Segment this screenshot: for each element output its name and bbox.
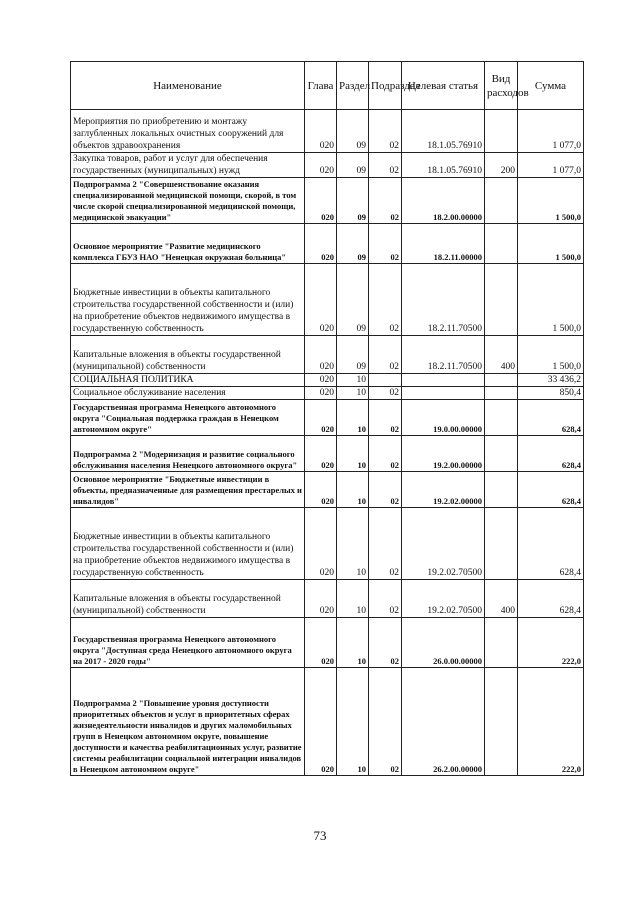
cell-amount: 222,0: [518, 618, 584, 668]
cell-chapter: 020: [305, 153, 337, 178]
cell-expense-type: [485, 224, 518, 264]
cell-name: Бюджетные инвестиции в объекты капитального строительства государственной собственности и (или) на приобретение объектов недвижимого имущества в государственную собственность: [71, 264, 305, 336]
table-row: [71, 472, 584, 508]
table-row: [71, 580, 584, 618]
cell-section: 09: [337, 336, 369, 374]
cell-subsection: 02: [369, 400, 402, 436]
cell-expense-type: [485, 668, 518, 776]
cell-expense-type: 400: [485, 580, 518, 618]
cell-name: Основное мероприятие "Развитие медицинского комплекса ГБУЗ НАО "Ненецкая окружная больница": [71, 224, 305, 264]
cell-name: Государственная программа Ненецкого автономного округа "Социальная поддержка граждан в Ненецком автономном округе": [71, 400, 305, 436]
cell-target-article: 18.2.11.00000: [402, 224, 485, 264]
cell-chapter: 020: [305, 580, 337, 618]
table-row: [71, 618, 584, 668]
cell-subsection: 02: [369, 153, 402, 178]
cell-amount: 222,0: [518, 668, 584, 776]
cell-name: Подпрограмма 2 "Совершенствование оказания специализированной медицинской помощи, скорой, в том числе скорой специализированной медицинской помощи, медицинской эвакуации": [71, 178, 305, 224]
cell-target-article: 19.2.02.70500: [402, 580, 485, 618]
cell-amount: 1 077,0: [518, 153, 584, 178]
cell-expense-type: [485, 264, 518, 336]
cell-amount: 628,4: [518, 472, 584, 508]
table-row: [71, 387, 584, 400]
cell-expense-type: 200: [485, 153, 518, 178]
cell-chapter: 020: [305, 387, 337, 400]
cell-name: Основное мероприятие "Бюджетные инвестиции в объекты, предназначенные для размещения престарелых и инвалидов": [71, 472, 305, 508]
table-row: [71, 336, 584, 374]
cell-expense-type: [485, 472, 518, 508]
cell-chapter: 020: [305, 472, 337, 508]
cell-chapter: 020: [305, 178, 337, 224]
cell-subsection: 02: [369, 580, 402, 618]
cell-name: СОЦИАЛЬНАЯ ПОЛИТИКА: [71, 374, 305, 387]
cell-chapter: 020: [305, 110, 337, 153]
cell-expense-type: [485, 178, 518, 224]
cell-section: 09: [337, 224, 369, 264]
page-number: 73: [313, 828, 327, 843]
cell-target-article: 18.2.00.00000: [402, 178, 485, 224]
cell-target-article: 18.2.11.70500: [402, 336, 485, 374]
cell-subsection: 02: [369, 436, 402, 472]
cell-section: 10: [337, 618, 369, 668]
cell-subsection: 02: [369, 472, 402, 508]
cell-section: 10: [337, 400, 369, 436]
table-row: [71, 110, 584, 153]
cell-subsection: 02: [369, 387, 402, 400]
cell-chapter: 020: [305, 224, 337, 264]
cell-name: Закупка товаров, работ и услуг для обеспечения государственных (муниципальных) нужд: [71, 153, 305, 178]
cell-section: 10: [337, 472, 369, 508]
cell-target-article: 19.2.02.00000: [402, 472, 485, 508]
cell-name: Подпрограмма 2 "Повышение уровня доступности приоритетных объектов и услуг в приоритетных сферах жизнедеятельности инвалидов и других маломобильных групп в Ненецком автономном округе, повышение доступности и качества реабилитационных услуг, развитие системы реабилитации социальной интеграции инвалидов в Ненецком автономном округе": [71, 668, 305, 776]
cell-name: Капитальные вложения в объекты государственной (муниципальной) собственности: [71, 580, 305, 618]
table-row: [71, 436, 584, 472]
header-amount: Сумма: [518, 62, 584, 110]
cell-name: Капитальные вложения в объекты государственной (муниципальной) собственности: [71, 336, 305, 374]
cell-amount: 1 500,0: [518, 224, 584, 264]
cell-target-article: [402, 374, 485, 387]
cell-target-article: 18.1.05.76910: [402, 153, 485, 178]
header-expense-type: Вид расходов: [485, 62, 518, 110]
cell-amount: 1 500,0: [518, 264, 584, 336]
cell-chapter: 020: [305, 618, 337, 668]
cell-section: 09: [337, 110, 369, 153]
cell-section: 10: [337, 580, 369, 618]
cell-subsection: 02: [369, 668, 402, 776]
cell-section: 10: [337, 374, 369, 387]
cell-name: Бюджетные инвестиции в объекты капитального строительства государственной собственности и (или) на приобретение объектов недвижимого имущества в государственную собственность: [71, 508, 305, 580]
cell-expense-type: [485, 387, 518, 400]
table-row: [71, 153, 584, 178]
cell-expense-type: [485, 436, 518, 472]
table-row: [71, 508, 584, 580]
cell-expense-type: [485, 400, 518, 436]
cell-amount: 33 436,2: [518, 374, 584, 387]
cell-subsection: 02: [369, 264, 402, 336]
cell-amount: 1 500,0: [518, 178, 584, 224]
cell-subsection: 02: [369, 178, 402, 224]
cell-subsection: 02: [369, 224, 402, 264]
cell-amount: 628,4: [518, 436, 584, 472]
table-row: [71, 224, 584, 264]
cell-expense-type: 400: [485, 336, 518, 374]
cell-chapter: 020: [305, 668, 337, 776]
cell-section: 10: [337, 436, 369, 472]
cell-section: 10: [337, 508, 369, 580]
cell-name: Мероприятия по приобретению и монтажу заглубленных локальных очистных сооружений для объектов здравоохранения: [71, 110, 305, 153]
cell-target-article: 18.2.11.70500: [402, 264, 485, 336]
header-section: Раздел: [337, 62, 369, 110]
table-row: [71, 668, 584, 776]
cell-target-article: 18.1.05.76910: [402, 110, 485, 153]
cell-target-article: 19.0.00.00000: [402, 400, 485, 436]
cell-expense-type: [485, 110, 518, 153]
table-row: [71, 178, 584, 224]
cell-section: 10: [337, 668, 369, 776]
cell-name: Социальное обслуживание населения: [71, 387, 305, 400]
header-chapter: Глава: [305, 62, 337, 110]
cell-subsection: 02: [369, 110, 402, 153]
cell-target-article: 26.0.00.00000: [402, 618, 485, 668]
cell-amount: 850,4: [518, 387, 584, 400]
cell-amount: 1 077,0: [518, 110, 584, 153]
header-target-article: Целевая статья: [402, 62, 485, 110]
cell-chapter: 020: [305, 374, 337, 387]
cell-amount: 628,4: [518, 508, 584, 580]
cell-name: Подпрограмма 2 "Модернизация и развитие социального обслуживания населения Ненецкого автономного округа": [71, 436, 305, 472]
header-subsection: Подраздел: [369, 62, 402, 110]
cell-amount: 628,4: [518, 580, 584, 618]
table-row: [71, 374, 584, 387]
cell-chapter: 020: [305, 436, 337, 472]
cell-chapter: 020: [305, 508, 337, 580]
cell-section: 09: [337, 264, 369, 336]
cell-section: 10: [337, 387, 369, 400]
cell-amount: 1 500,0: [518, 336, 584, 374]
cell-subsection: 02: [369, 618, 402, 668]
cell-section: 09: [337, 178, 369, 224]
cell-section: 09: [337, 153, 369, 178]
table-row: [71, 264, 584, 336]
cell-target-article: [402, 387, 485, 400]
cell-name: Государственная программа Ненецкого автономного округа "Доступная среда Ненецкого автономного округа на 2017 - 2020 годы": [71, 618, 305, 668]
cell-subsection: 02: [369, 336, 402, 374]
cell-target-article: 19.2.00.00000: [402, 436, 485, 472]
cell-subsection: [369, 374, 402, 387]
cell-expense-type: [485, 374, 518, 387]
cell-subsection: 02: [369, 508, 402, 580]
cell-chapter: 020: [305, 400, 337, 436]
cell-amount: 628,4: [518, 400, 584, 436]
cell-chapter: 020: [305, 336, 337, 374]
cell-chapter: 020: [305, 264, 337, 336]
header-name: Наименование: [71, 62, 305, 110]
cell-expense-type: [485, 618, 518, 668]
cell-expense-type: [485, 508, 518, 580]
budget-table: [70, 61, 584, 776]
cell-target-article: 19.2.02.70500: [402, 508, 485, 580]
table-row: [71, 400, 584, 436]
header-row: [71, 62, 584, 110]
cell-target-article: 26.2.00.00000: [402, 668, 485, 776]
